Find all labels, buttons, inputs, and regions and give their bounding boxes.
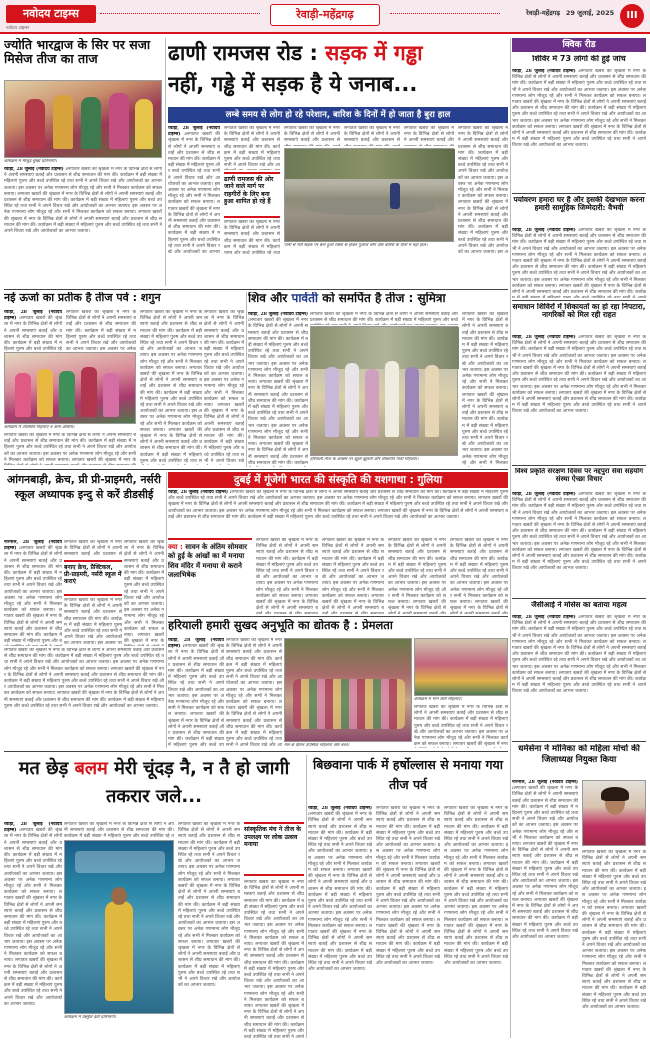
gulia-col-b xyxy=(322,538,384,614)
road-headline[interactable] xyxy=(168,38,508,104)
balam-headline-part1: मत छेड़ xyxy=(18,758,69,779)
divider xyxy=(4,469,508,470)
anganwadi-pullquote: बनाए क्रेच, प्रैक्टिकल, प्री-प्राइमरी, नर्सरी स्कूल में कराएं xyxy=(64,560,122,596)
divider xyxy=(512,465,646,466)
divider xyxy=(512,741,646,742)
anganwadi-col-2 xyxy=(64,540,122,558)
hariyali-caption-right: कार्यक्रम में भाग लेती महिलाएं। xyxy=(414,697,462,702)
road-headline-red: सड़क में गड्ढा xyxy=(325,41,423,65)
teej-shagun-caption: कार्यक्रम में उपस्थित महिलाएं व अन्य अतिथि। xyxy=(4,425,75,430)
samadhan-body xyxy=(512,335,646,463)
kya-box xyxy=(168,538,252,614)
teej-shagun-col-4 xyxy=(204,310,244,465)
bikhvana-col-3 xyxy=(444,806,508,1038)
column-separator xyxy=(165,38,166,286)
dharma-dateline: नारनौल, 28 जुलाई (नवोदय टाइम्स) : xyxy=(512,780,578,792)
road-caption: पानी से भरी सड़क पर बना हुआ रास्ता से होकर गुजरते लोग और बारिश के दिनों में यही हाल। xyxy=(284,243,428,248)
shiv-headline-part2: को समर्पित है तीज : सुमित्रा xyxy=(322,292,446,305)
hariyali-dateline: रेवाड़ी, 28 जुलाई (नवोदय टाइम्स) : xyxy=(168,638,224,650)
balam-pullquote: सांस्कृतिक मंच ने तीज के उपलक्ष्य पर लोक उत्सव मनाया xyxy=(244,822,304,876)
balam-headline[interactable] xyxy=(4,755,304,819)
page-number-badge: III xyxy=(620,4,644,28)
balam-col-4 xyxy=(244,880,304,1038)
anganwadi-col-2b xyxy=(64,598,122,646)
dharma-col-1 xyxy=(512,780,578,1038)
divider xyxy=(168,616,508,617)
shiv-photo xyxy=(310,326,458,456)
kick-reed-headline[interactable]: शिविर में 73 लोगों की हुई जांच xyxy=(532,55,626,63)
road-col-3 xyxy=(284,126,340,146)
teej-shagun-dateline: रेवाड़ी, 28 जुलाई (नवोदय टाइम्स) : xyxy=(4,310,62,322)
dharma-portrait xyxy=(582,780,646,846)
road-banner: लम्बे समय से लोग हो रहे परेशान, बारिश के दिनों में हो जाता है बुरा हाल xyxy=(168,107,508,123)
balam-headline-red: बलम xyxy=(74,758,108,779)
jyoti-body xyxy=(4,167,162,287)
balam-photo xyxy=(64,840,174,1014)
anganwadi-dateline: नारनौल, 28 जुलाई (नवोदय टाइम्स) : xyxy=(4,540,62,552)
balam-dateline: रेवाड़ी, 28 जुलाई (नवोदय टाइम्स) : xyxy=(4,822,62,834)
teej-shagun-col-3 xyxy=(140,310,202,465)
shiv-col-2 xyxy=(310,312,458,325)
shiv-col-3 xyxy=(462,312,508,467)
jaishree-body xyxy=(512,615,646,739)
column-separator xyxy=(166,472,167,748)
jyoti-dateline: रेवाड़ी, 28 जुलाई (नवोदय टाइम्स) : xyxy=(4,167,68,172)
road-col-1 xyxy=(168,126,220,254)
balam-col-1 xyxy=(4,822,62,1038)
jyoti-photo xyxy=(4,80,162,158)
bikhvana-dateline: रेवाड़ी, 28 जुलाई (नवोदय टाइम्स) : xyxy=(308,806,372,818)
hariyali-headline[interactable]: हरियाली हमारी सुखद अनुभूति का द्योतक है : प्रेमलता xyxy=(168,619,393,632)
bikhvana-col-1 xyxy=(308,806,372,1038)
kick-reed-label[interactable]: क्विक रीड xyxy=(512,38,646,52)
bikhvana-col-2 xyxy=(376,806,440,1038)
gulia-col-c xyxy=(388,538,446,614)
dharma-headline[interactable]: धर्मसेना ने मोनिका को महिला मोर्चा की जिलाध्यक्ष नियुक्त किया xyxy=(518,744,640,765)
road-col-5 xyxy=(404,126,454,146)
masthead-logo[interactable]: नवोदय टाइम्स xyxy=(6,5,96,23)
teej-shagun-headline[interactable]: नई ऊर्जा का प्रतीक है तीज पर्व : शगुन xyxy=(4,292,161,304)
masthead xyxy=(0,0,650,34)
kya-text: सावन के अंतिम सोमवार को हुई के आंखों का में मनाया शिव मंदिर में मनाया से कराने जलाभिषेक xyxy=(168,543,247,580)
hariyali-caption-left: मेले के दौरान उपस्थित महिलाएं और बच्चे। xyxy=(284,743,350,748)
divider xyxy=(4,751,508,752)
hariyali-col-1 xyxy=(168,638,224,748)
balam-headline-part2: मेरी चूंदड़ नै, न तै हो जागी तकरार जले... xyxy=(106,758,290,807)
anganwadi-headline[interactable]: आंगनबाड़ी, क्रेच, प्री प्री-प्राइमरी, नर्सरी स्कूल अध्यापक इन्दु से करें डीडसीई xyxy=(7,473,161,501)
jyoti-caption: कार्यक्रम में मौजूद मुख्य प्रतिभागी। xyxy=(4,159,57,164)
road-headline-part1: ढाणी रामजस रोड : xyxy=(168,41,318,65)
road-col-4 xyxy=(344,126,400,146)
masthead-right-label: रेवाड़ी-महेंद्रगढ़ xyxy=(526,9,560,17)
gulia-headline[interactable]: दुबई में गूंजेगी भारत की संस्कृति की यशगाथा : गुलिया xyxy=(168,472,508,488)
jaishree-headline[interactable]: जैसीआई ने मोसेस का बताया महत्व xyxy=(531,601,627,609)
samadhan-headline[interactable]: समाधान शिविरों में शिकायतों का हो रहा निपटारा, नागरिकों को मिल रही राहत xyxy=(512,303,646,320)
kick-reed-dateline: रेवाड़ी, 28 जुलाई (नवोदय टाइम्स) : xyxy=(512,69,580,74)
hariyali-photo-left xyxy=(284,638,412,742)
road-headline-part2: नहीं, गड्ढे में सड़क है ये जनाब... xyxy=(168,72,418,96)
masthead-date: 29 जुलाई, 2025 xyxy=(565,9,615,17)
environment-headline[interactable]: पर्यावरण हमारा घर है और इसकी देखभाल करना हमारी सामूहिक जिम्मेदारी: वैभवी xyxy=(513,196,645,213)
column-separator xyxy=(306,755,307,1038)
hariyali-col-3 xyxy=(414,705,508,748)
jaishree-dateline: रेवाड़ी, 28 जुलाई (नवोदय टाइम्स) : xyxy=(512,615,580,620)
road-col-2 xyxy=(224,126,280,170)
gulia-body xyxy=(168,490,508,534)
masthead-right-dots xyxy=(390,13,500,16)
hariyali-photo-right xyxy=(414,638,508,696)
environment-body xyxy=(512,228,646,298)
divider xyxy=(4,289,508,290)
shiv-col-1 xyxy=(248,312,308,467)
road-col-6 xyxy=(458,126,508,254)
samadhan-dateline: रेवाड़ी, 28 जुलाई (नवोदय टाइम्स) : xyxy=(512,335,580,340)
teej-shagun-col-2 xyxy=(66,310,136,350)
teej-shagun-col-5 xyxy=(4,433,136,465)
balam-caption: कार्यक्रम में प्रस्तुति देती प्रतिभागी। xyxy=(64,1015,117,1020)
gulia-col-a xyxy=(256,538,318,614)
world-headline[interactable]: विश्व प्रकृति संरक्षण दिवस पर नद्दपुरा सेवा सहयोग संस्था ऐच्छा विचार xyxy=(514,468,644,483)
divider xyxy=(512,193,646,194)
gulia-col-d xyxy=(450,538,508,614)
column-separator xyxy=(246,292,247,467)
shiv-headline-part1: शिव और xyxy=(248,292,288,305)
shiv-headline[interactable] xyxy=(248,292,508,310)
jyoti-headline[interactable]: ज्योति भारद्वाज के सिर पर सजा मिसेज तीज का ताज xyxy=(4,38,151,66)
shiv-dateline: रेवाड़ी, 28 जुलाई (नवोदय टाइम्स) : xyxy=(248,312,308,324)
road-pullquote: ढाणी रामजस की ओर जाने वाले मार्ग पर राहगीरों के लिए बना हुआ शापित हो रहे हैं xyxy=(224,172,280,218)
kya-label: क्या : xyxy=(168,543,186,551)
environment-dateline: रेवाड़ी, 28 जुलाई (नवोदय टाइम्स) : xyxy=(512,228,580,233)
kick-reed-body xyxy=(512,69,646,191)
world-body xyxy=(512,492,646,596)
balam-col-3 xyxy=(178,822,240,1038)
divider xyxy=(512,598,646,599)
balam-col-2 xyxy=(64,822,174,838)
bikhvana-headline[interactable]: बिछवाना पार्क में हर्षोल्लास से मनाया गया तीज पर्व xyxy=(312,757,504,792)
shiv-caption: हरियाली तीज के अवसर पर झूला झूलती और लोकगीत गाती महिलाएं। xyxy=(310,457,419,462)
anganwadi-col-1 xyxy=(4,540,62,646)
dharma-col-2 xyxy=(582,850,646,1038)
teej-shagun-photo xyxy=(4,352,136,424)
column-separator xyxy=(510,38,511,1038)
hariyali-col-2 xyxy=(226,638,282,748)
road-photo xyxy=(284,148,454,242)
road-dateline: रेवाड़ी, 28 जुलाई (नवोदय टाइम्स) : xyxy=(168,126,220,138)
shiv-headline-blue: पार्वती xyxy=(291,292,319,305)
masthead-subline: नवोदय टाइम्स xyxy=(6,26,29,31)
gulia-dateline: रेवाड़ी, 28 जुलाई (नवोदय टाइम्स) : xyxy=(168,490,232,495)
road-col-2b xyxy=(224,220,280,254)
anganwadi-col-3 xyxy=(124,540,164,646)
masthead-section: रेवाड़ी-महेंद्रगढ़ xyxy=(270,4,380,26)
anganwadi-col-4 xyxy=(4,648,164,748)
divider xyxy=(512,300,646,301)
masthead-left-dots xyxy=(100,13,260,16)
world-dateline: रेवाड़ी, 28 जुलाई (नवोदय टाइम्स) : xyxy=(512,492,580,497)
